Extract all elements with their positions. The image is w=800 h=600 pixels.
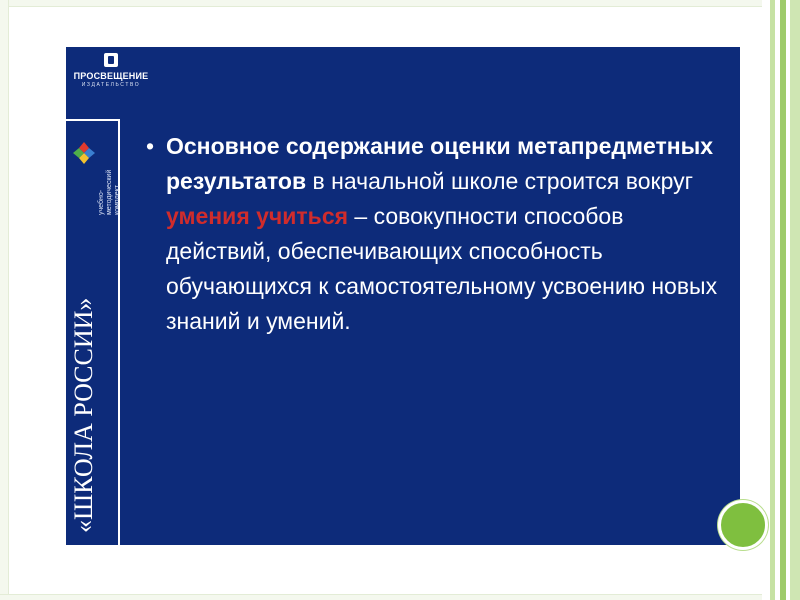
kit-label-line: учебно- bbox=[98, 189, 105, 215]
kit-label-line: комплект bbox=[114, 185, 121, 215]
decorative-green-circle bbox=[718, 500, 768, 550]
bullet-marker: • bbox=[146, 133, 155, 159]
kit-label bbox=[98, 170, 122, 215]
bold-lead-text: Основное содержание оценки метапредметных результатов bbox=[166, 133, 714, 194]
series-emblem-icon bbox=[72, 141, 96, 165]
definition-text: – совокупности способов действий, обеспечивающих способность обучающихся к самостоятельному усвоению новых знаний и умений. bbox=[166, 203, 718, 334]
decorative-green-strip bbox=[762, 0, 800, 600]
page-frame-top bbox=[0, 0, 800, 7]
publisher-name: ПРОСВЕЩЕНИЕ bbox=[73, 71, 149, 81]
publisher-logo bbox=[68, 53, 154, 93]
kit-label-line: методический bbox=[106, 169, 113, 215]
slide-main-text bbox=[144, 129, 726, 339]
page-frame-left bbox=[0, 0, 9, 600]
page-frame-bottom bbox=[0, 594, 800, 600]
slide bbox=[66, 47, 740, 545]
publisher-subtitle: ИЗДАТЕЛЬСТВО bbox=[81, 82, 141, 88]
highlighted-term: умения учиться bbox=[166, 203, 349, 229]
series-title: «ШКОЛА РОССИИ» bbox=[69, 297, 98, 533]
publisher-logo-icon bbox=[104, 53, 118, 67]
regular-text: в начальной школе строится вокруг bbox=[306, 168, 694, 194]
